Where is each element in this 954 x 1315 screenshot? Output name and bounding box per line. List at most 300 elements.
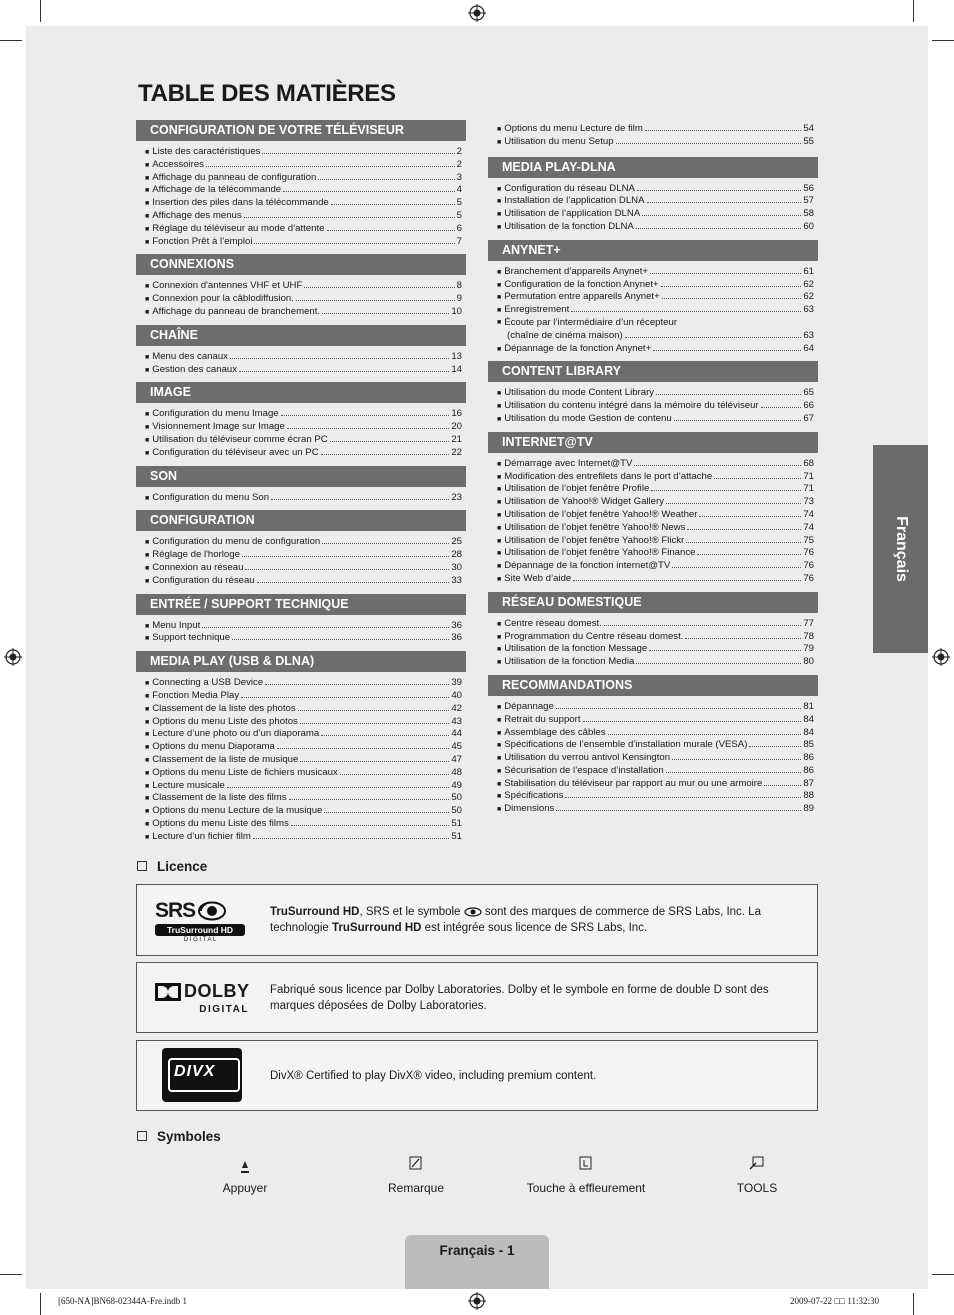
toc-entry bbox=[145, 818, 462, 831]
toc-entry-page: 51 bbox=[451, 830, 462, 842]
toc-entry-page: 44 bbox=[451, 728, 462, 740]
toc-entry-label: Modification des entrefilets dans le port d’attache bbox=[504, 470, 713, 482]
toc-entry-label: Utilisation de la fonction Media bbox=[504, 656, 635, 668]
srs-text-b: sont des marques de commerce de SRS Labs, Inc. La technologie bbox=[270, 906, 761, 934]
toc-entry-page: 66 bbox=[803, 400, 814, 412]
toc-entry bbox=[145, 421, 462, 434]
toc-entry-page: 76 bbox=[803, 560, 814, 572]
bullet-square-icon: ■ bbox=[497, 460, 502, 468]
dot-leader bbox=[289, 799, 450, 800]
toc-entry bbox=[497, 547, 814, 560]
toc-entry bbox=[497, 458, 814, 471]
toc-entry bbox=[145, 236, 462, 249]
bullet-square-icon: ■ bbox=[145, 424, 150, 432]
toc-entry-label: Affichage du panneau de configuration bbox=[152, 171, 317, 183]
toc-entry-label: Réglage de l'horloge bbox=[152, 549, 240, 561]
dolby-licence-box bbox=[136, 962, 818, 1033]
toc-entry-page: 65 bbox=[803, 387, 814, 399]
bullet-square-icon: ■ bbox=[497, 223, 502, 231]
dot-leader bbox=[686, 542, 801, 543]
dot-leader bbox=[573, 580, 801, 581]
toc-entry-page: 48 bbox=[451, 766, 462, 778]
toc-entry bbox=[145, 280, 462, 293]
toc-entry-label: Spécifications de l’ensemble d’installation murale (VESA) bbox=[504, 739, 748, 751]
bullet-square-icon: ■ bbox=[497, 473, 502, 481]
toc-entry-list bbox=[136, 408, 466, 459]
bullet-square-icon: ■ bbox=[145, 731, 150, 739]
toc-entry-label: Assemblage des câbles bbox=[504, 726, 606, 738]
toc-entry-label: Configuration du menu Image bbox=[152, 408, 279, 420]
dot-leader bbox=[650, 273, 801, 274]
toc-entry-label: Installation de l’application DLNA bbox=[504, 195, 645, 207]
toc-entry-list bbox=[136, 677, 466, 843]
toc-entry-list bbox=[136, 492, 466, 505]
toc-entry-label: Utilisation du contenu intégré dans la mémoire du téléviseur bbox=[504, 400, 759, 412]
toc-section-heading: RECOMMANDATIONS bbox=[488, 675, 818, 696]
toc-entry-page: 75 bbox=[803, 534, 814, 546]
dot-leader bbox=[318, 179, 454, 180]
srs-logo bbox=[155, 899, 245, 943]
dot-leader bbox=[714, 478, 801, 479]
toc-entry-label: Branchement d’appareils Anynet+ bbox=[504, 265, 648, 277]
toc-section bbox=[136, 382, 466, 459]
toc-entry-page: 14 bbox=[451, 363, 462, 375]
dot-leader bbox=[699, 516, 801, 517]
bullet-square-icon: ■ bbox=[145, 782, 150, 790]
dot-leader bbox=[571, 311, 801, 312]
toc-entry-label: Utilisation du mode Content Library bbox=[504, 387, 655, 399]
dot-leader bbox=[642, 215, 801, 216]
toc-entry-page: 86 bbox=[803, 764, 814, 776]
toc-section bbox=[488, 675, 818, 816]
toc-entry bbox=[497, 266, 814, 279]
toc-left-column bbox=[136, 120, 466, 849]
toc-entry-label: Menu Input bbox=[152, 619, 201, 631]
dot-leader bbox=[298, 710, 450, 711]
bullet-square-icon: ■ bbox=[497, 793, 502, 801]
dot-leader bbox=[666, 503, 801, 504]
toc-entry bbox=[497, 183, 814, 196]
bullet-square-icon: ■ bbox=[497, 563, 502, 571]
toc-entry bbox=[145, 364, 462, 377]
toc-entry-page: 60 bbox=[803, 220, 814, 232]
toc-entry bbox=[145, 549, 462, 562]
dot-leader bbox=[304, 287, 454, 288]
toc-entry bbox=[145, 447, 462, 460]
bullet-square-icon: ■ bbox=[497, 318, 502, 326]
bullet-square-icon: ■ bbox=[145, 744, 150, 752]
licence-heading-text: Licence bbox=[157, 859, 208, 874]
bullet-square-icon: ■ bbox=[145, 552, 150, 560]
toc-entry-list bbox=[136, 146, 466, 248]
toc-entry bbox=[145, 792, 462, 805]
toc-entry-label: Lecture d’un fichier film bbox=[152, 830, 251, 842]
toc-entry bbox=[497, 509, 814, 522]
toc-entry-label: Configuration du menu Son bbox=[152, 491, 270, 503]
dot-leader bbox=[636, 228, 802, 229]
bullet-square-icon: ■ bbox=[145, 161, 150, 169]
dot-leader bbox=[340, 774, 450, 775]
toc-entry-page: 89 bbox=[803, 803, 814, 815]
toc-entry bbox=[145, 536, 462, 549]
toc-entry-page: 71 bbox=[803, 483, 814, 495]
bullet-square-icon: ■ bbox=[497, 185, 502, 193]
bullet-square-icon: ■ bbox=[145, 187, 150, 195]
bullet-square-icon: ■ bbox=[145, 539, 150, 547]
toc-entry-label: Utilisation du téléviseur comme écran PC bbox=[152, 433, 328, 445]
crop-mark bbox=[0, 40, 22, 41]
bullet-square-icon: ■ bbox=[145, 225, 150, 233]
dot-leader bbox=[616, 143, 802, 144]
toc-section bbox=[136, 651, 466, 843]
bullet-square-icon: ■ bbox=[497, 138, 502, 146]
toc-section-heading: CONTENT LIBRARY bbox=[488, 361, 818, 382]
toc-section-heading: CONNEXIONS bbox=[136, 254, 466, 275]
divx-logo-text: DIVX bbox=[174, 1063, 216, 1080]
toc-entry-page: 86 bbox=[803, 752, 814, 764]
toc-entry-label: Utilisation du menu Setup bbox=[504, 135, 614, 147]
symbol-tools bbox=[687, 1155, 827, 1195]
bullet-square-icon: ■ bbox=[145, 296, 150, 304]
dot-leader bbox=[300, 761, 449, 762]
toc-entry bbox=[145, 677, 462, 690]
toc-entry-label: Support technique bbox=[152, 632, 231, 644]
toc-entry-page: 36 bbox=[451, 632, 462, 644]
dot-leader bbox=[634, 465, 801, 466]
bullet-square-icon: ■ bbox=[145, 449, 150, 457]
toc-entry bbox=[497, 413, 814, 426]
toc-entry bbox=[497, 208, 814, 221]
toc-entry-page: 4 bbox=[456, 184, 462, 196]
bullet-square-icon: ■ bbox=[497, 646, 502, 654]
toc-entry-label: Affichage des menus bbox=[152, 209, 242, 221]
toc-entry-page: 56 bbox=[803, 182, 814, 194]
bullet-square-icon: ■ bbox=[497, 211, 502, 219]
toc-entry-label: Fonction Media Play bbox=[152, 689, 240, 701]
toc-entry-label: Utilisation de la fonction DLNA bbox=[504, 220, 634, 232]
toc-entry-label: Accessoires bbox=[152, 158, 204, 170]
toc-entry-label: Configuration du réseau DLNA bbox=[504, 182, 635, 194]
toc-entry bbox=[145, 831, 462, 844]
toc-entry-page: 5 bbox=[456, 209, 462, 221]
bullet-square-icon: ■ bbox=[497, 345, 502, 353]
bullet-square-icon: ■ bbox=[145, 200, 150, 208]
toc-section-heading: ENTRÉE / SUPPORT TECHNIQUE bbox=[136, 594, 466, 615]
toc-entry-page: 28 bbox=[451, 549, 462, 561]
toc-entry-list bbox=[136, 620, 466, 646]
bullet-square-icon: ■ bbox=[497, 633, 502, 641]
toc-entry-list bbox=[136, 536, 466, 587]
bullet-square-icon: ■ bbox=[497, 198, 502, 206]
toc-section-heading: RÉSEAU DOMESTIQUE bbox=[488, 592, 818, 613]
toc-entry-label: Configuration du menu de configuration bbox=[152, 536, 321, 548]
toc-entry bbox=[497, 803, 814, 816]
symbol-note-label: Remarque bbox=[387, 1181, 445, 1195]
toc-entry bbox=[497, 618, 814, 631]
toc-entry bbox=[497, 496, 814, 509]
toc-entry-label: Utilisation de la fonction Message bbox=[504, 643, 648, 655]
toc-entry-label: Utilisation du mode Gestion de contenu bbox=[504, 412, 672, 424]
checkbox-square-icon bbox=[137, 1131, 147, 1141]
srs-logo-text: SRS bbox=[155, 899, 196, 922]
toc-entry bbox=[145, 703, 462, 716]
toc-section bbox=[136, 594, 466, 646]
bullet-square-icon: ■ bbox=[497, 511, 502, 519]
toc-entry-page: 49 bbox=[451, 779, 462, 791]
bullet-square-icon: ■ bbox=[145, 577, 150, 585]
touch-icon bbox=[516, 1155, 656, 1177]
toc-entry bbox=[145, 172, 462, 185]
crop-mark bbox=[0, 1274, 22, 1275]
toc-section bbox=[488, 432, 818, 586]
dot-leader bbox=[287, 428, 449, 429]
symbol-press bbox=[175, 1155, 315, 1195]
toc-entry bbox=[145, 575, 462, 588]
bullet-square-icon: ■ bbox=[497, 755, 502, 763]
dot-leader bbox=[322, 313, 449, 314]
toc-entry bbox=[145, 492, 462, 505]
toc-entry bbox=[145, 716, 462, 729]
dot-leader bbox=[283, 191, 455, 192]
toc-section-heading: IMAGE bbox=[136, 382, 466, 403]
bullet-square-icon: ■ bbox=[497, 268, 502, 276]
toc-entry-page: 76 bbox=[803, 572, 814, 584]
toc-section bbox=[136, 254, 466, 318]
toc-entry bbox=[497, 778, 814, 791]
toc-entry-label: Options du menu Liste de fichiers musicaux bbox=[152, 766, 338, 778]
dot-leader bbox=[265, 684, 449, 685]
dolby-logo bbox=[155, 981, 255, 1015]
dot-leader bbox=[625, 337, 802, 338]
toc-entry-page: 50 bbox=[451, 805, 462, 817]
toc-entry-label: Dimensions bbox=[504, 803, 555, 815]
dot-leader bbox=[206, 166, 455, 167]
dot-leader bbox=[761, 407, 802, 408]
toc-entry-page: 43 bbox=[451, 715, 462, 727]
toc-entry-label: Enregistrement bbox=[504, 304, 570, 316]
bullet-square-icon: ■ bbox=[497, 486, 502, 494]
toc-entry bbox=[497, 765, 814, 778]
toc-entry-page: 80 bbox=[803, 656, 814, 668]
bullet-square-icon: ■ bbox=[497, 729, 502, 737]
toc-entry-page: 39 bbox=[451, 677, 462, 689]
dot-leader bbox=[645, 130, 801, 131]
toc-entry-label: Connecting a USB Device bbox=[152, 677, 264, 689]
symbol-note bbox=[346, 1155, 486, 1195]
dot-leader bbox=[672, 567, 801, 568]
symbol-press-label: Appuyer bbox=[222, 1181, 268, 1195]
toc-entry bbox=[145, 767, 462, 780]
toc-entry-page: 54 bbox=[803, 123, 814, 134]
toc-entry bbox=[497, 522, 814, 535]
dot-leader bbox=[636, 663, 801, 664]
toc-entry bbox=[497, 123, 814, 136]
crop-mark bbox=[932, 1274, 954, 1275]
dot-leader bbox=[662, 298, 802, 299]
dot-leader bbox=[608, 734, 802, 735]
toc-section-heading: INTERNET@TV bbox=[488, 432, 818, 453]
toc-entry bbox=[145, 754, 462, 767]
dot-leader bbox=[331, 204, 455, 205]
toc-entry-label: Configuration du réseau bbox=[152, 574, 255, 586]
dot-leader bbox=[271, 499, 449, 500]
toc-entry-page: 22 bbox=[451, 446, 462, 458]
dolby-logo-text: DOLBY bbox=[184, 981, 250, 1001]
symbols-heading bbox=[137, 1129, 221, 1144]
toc-entry-label: Utilisation de l’objet fenêtre Profile bbox=[504, 483, 650, 495]
toc-entry-page: 61 bbox=[803, 265, 814, 277]
press-icon bbox=[175, 1155, 315, 1177]
toc-entry-page: 74 bbox=[803, 521, 814, 533]
toc-entry bbox=[145, 351, 462, 364]
dot-leader bbox=[281, 415, 450, 416]
toc-entry bbox=[145, 184, 462, 197]
bullet-square-icon: ■ bbox=[497, 703, 502, 711]
bullet-square-icon: ■ bbox=[145, 174, 150, 182]
toc-entry bbox=[497, 304, 814, 317]
dot-leader bbox=[647, 202, 802, 203]
toc-entry-label: Affichage de la télécommande bbox=[152, 184, 282, 196]
toc-entry bbox=[497, 221, 814, 234]
toc-entry-label: Fonction Prêt à l’emploi bbox=[152, 235, 253, 247]
toc-entry bbox=[497, 790, 814, 803]
toc-entry-label: Insertion des piles dans la télécommande bbox=[152, 197, 329, 209]
toc-entry-label: Options du menu Lecture de la musique bbox=[152, 805, 323, 817]
dot-leader bbox=[556, 810, 801, 811]
toc-entry-page: 6 bbox=[456, 222, 462, 234]
toc-entry-label: Lecture musicale bbox=[152, 779, 225, 791]
toc-entry bbox=[497, 643, 814, 656]
toc-entry-page: 78 bbox=[803, 630, 814, 642]
toc-entry-page: 7 bbox=[456, 235, 462, 247]
licence-heading bbox=[137, 859, 207, 874]
bullet-square-icon: ■ bbox=[497, 575, 502, 583]
toc-section bbox=[488, 361, 818, 425]
dot-leader bbox=[245, 569, 449, 570]
toc-entry-page: 85 bbox=[803, 739, 814, 751]
dot-leader bbox=[685, 638, 801, 639]
toc-entry bbox=[497, 400, 814, 413]
toc-entry-label: Programmation du Centre réseau domest. bbox=[504, 630, 684, 642]
toc-entry-label: Dépannage de la fonction internet@TV bbox=[504, 560, 671, 572]
toc-entry-label: Utilisation de l’application DLNA bbox=[504, 208, 641, 220]
toc-entry-page: 3 bbox=[456, 171, 462, 183]
toc-entry bbox=[497, 343, 814, 356]
toc-section-heading: MEDIA PLAY (USB & DLNA) bbox=[136, 651, 466, 672]
dot-leader bbox=[300, 723, 449, 724]
toc-entry-list bbox=[136, 351, 466, 377]
toc-entry bbox=[145, 210, 462, 223]
toc-entry-page: 73 bbox=[803, 496, 814, 508]
bullet-square-icon: ■ bbox=[145, 283, 150, 291]
toc-entry-label: Connexion pour la câblodiffusion. bbox=[152, 293, 294, 305]
toc-entry-page: 30 bbox=[451, 561, 462, 573]
toc-entry-list bbox=[488, 618, 818, 669]
dot-leader bbox=[653, 350, 801, 351]
srs-brand: TruSurround HD bbox=[270, 906, 360, 918]
toc-entry bbox=[497, 752, 814, 765]
srs-text-c: est intégrée sous licence de SRS Labs, Inc. bbox=[421, 922, 648, 934]
bullet-square-icon: ■ bbox=[145, 820, 150, 828]
toc-entry-page: 77 bbox=[803, 617, 814, 629]
toc-entry-label: Stabilisation du téléviseur par rapport au mur ou une armoire bbox=[504, 777, 763, 789]
symbol-touch-label: Touche à effleurement bbox=[526, 1181, 646, 1195]
dot-leader bbox=[697, 554, 801, 555]
registration-mark-icon bbox=[468, 4, 486, 22]
toc-entry-page: 47 bbox=[451, 753, 462, 765]
bullet-square-icon: ■ bbox=[497, 806, 502, 814]
dot-leader bbox=[637, 190, 801, 191]
bullet-square-icon: ■ bbox=[497, 620, 502, 628]
toc-section-heading: ANYNET+ bbox=[488, 240, 818, 261]
toc-entry bbox=[145, 223, 462, 236]
toc-entry-page: 74 bbox=[803, 508, 814, 520]
dot-leader bbox=[656, 394, 801, 395]
toc-entry-page: 57 bbox=[803, 195, 814, 207]
bullet-square-icon: ■ bbox=[145, 622, 150, 630]
toc-entry-page: 64 bbox=[803, 342, 814, 354]
bullet-square-icon: ■ bbox=[497, 390, 502, 398]
toc-section bbox=[136, 325, 466, 377]
bullet-square-icon: ■ bbox=[145, 411, 150, 419]
toc-entry-page: 76 bbox=[803, 547, 814, 559]
toc-entry-page: 20 bbox=[451, 421, 462, 433]
dot-leader bbox=[321, 735, 449, 736]
toc-entry-page: 2 bbox=[456, 158, 462, 170]
bullet-square-icon: ■ bbox=[145, 149, 150, 156]
toc-entry bbox=[497, 739, 814, 752]
toc-entry-page: 36 bbox=[451, 619, 462, 631]
bullet-square-icon: ■ bbox=[145, 212, 150, 220]
toc-entry-label: Centre réseau domest. bbox=[504, 617, 602, 629]
page-title: TABLE DES MATIÈRES bbox=[138, 80, 396, 107]
toc-entry-label: Classement de la liste des photos bbox=[152, 702, 296, 714]
print-date-info: 2009-07-22 □□ 11:32:30 bbox=[790, 1296, 880, 1306]
toc-entry-label: Réglage du téléviseur au mode d’attente bbox=[152, 222, 325, 234]
toc-entry-list bbox=[488, 701, 818, 816]
toc-section-heading: CONFIGURATION bbox=[136, 510, 466, 531]
toc-entry-label: Utilisation de l’objet fenêtre Yahoo!® Flickr bbox=[504, 534, 685, 546]
toc-entry bbox=[497, 535, 814, 548]
srs-inline-symbol-icon bbox=[464, 907, 482, 917]
toc-entry-label: Configuration du téléviseur avec un PC bbox=[152, 446, 319, 458]
bullet-square-icon: ■ bbox=[145, 635, 150, 643]
dot-leader bbox=[649, 650, 801, 651]
divx-licence-text: DivX® Certified to play DivX® video, including premium content. bbox=[270, 1070, 597, 1082]
toc-entry bbox=[497, 714, 814, 727]
toc-entry-page: 84 bbox=[803, 713, 814, 725]
bullet-square-icon: ■ bbox=[145, 436, 150, 444]
toc-section bbox=[488, 157, 818, 234]
toc-entry-page: 71 bbox=[803, 470, 814, 482]
bullet-square-icon: ■ bbox=[145, 769, 150, 777]
dot-leader bbox=[661, 286, 802, 287]
toc-entry bbox=[145, 690, 462, 703]
dot-leader bbox=[604, 625, 802, 626]
toc-entry bbox=[497, 471, 814, 484]
toc-entry bbox=[497, 631, 814, 644]
bullet-square-icon: ■ bbox=[497, 780, 502, 788]
toc-section bbox=[488, 592, 818, 669]
bullet-square-icon: ■ bbox=[497, 524, 502, 532]
toc-entry-page: 42 bbox=[451, 702, 462, 714]
crop-mark bbox=[932, 40, 954, 41]
toc-entry-label: Gestion des canaux bbox=[152, 363, 238, 375]
dot-leader bbox=[324, 812, 449, 813]
crop-mark bbox=[40, 1293, 41, 1315]
dot-leader bbox=[687, 529, 801, 530]
toc-entry bbox=[145, 293, 462, 306]
